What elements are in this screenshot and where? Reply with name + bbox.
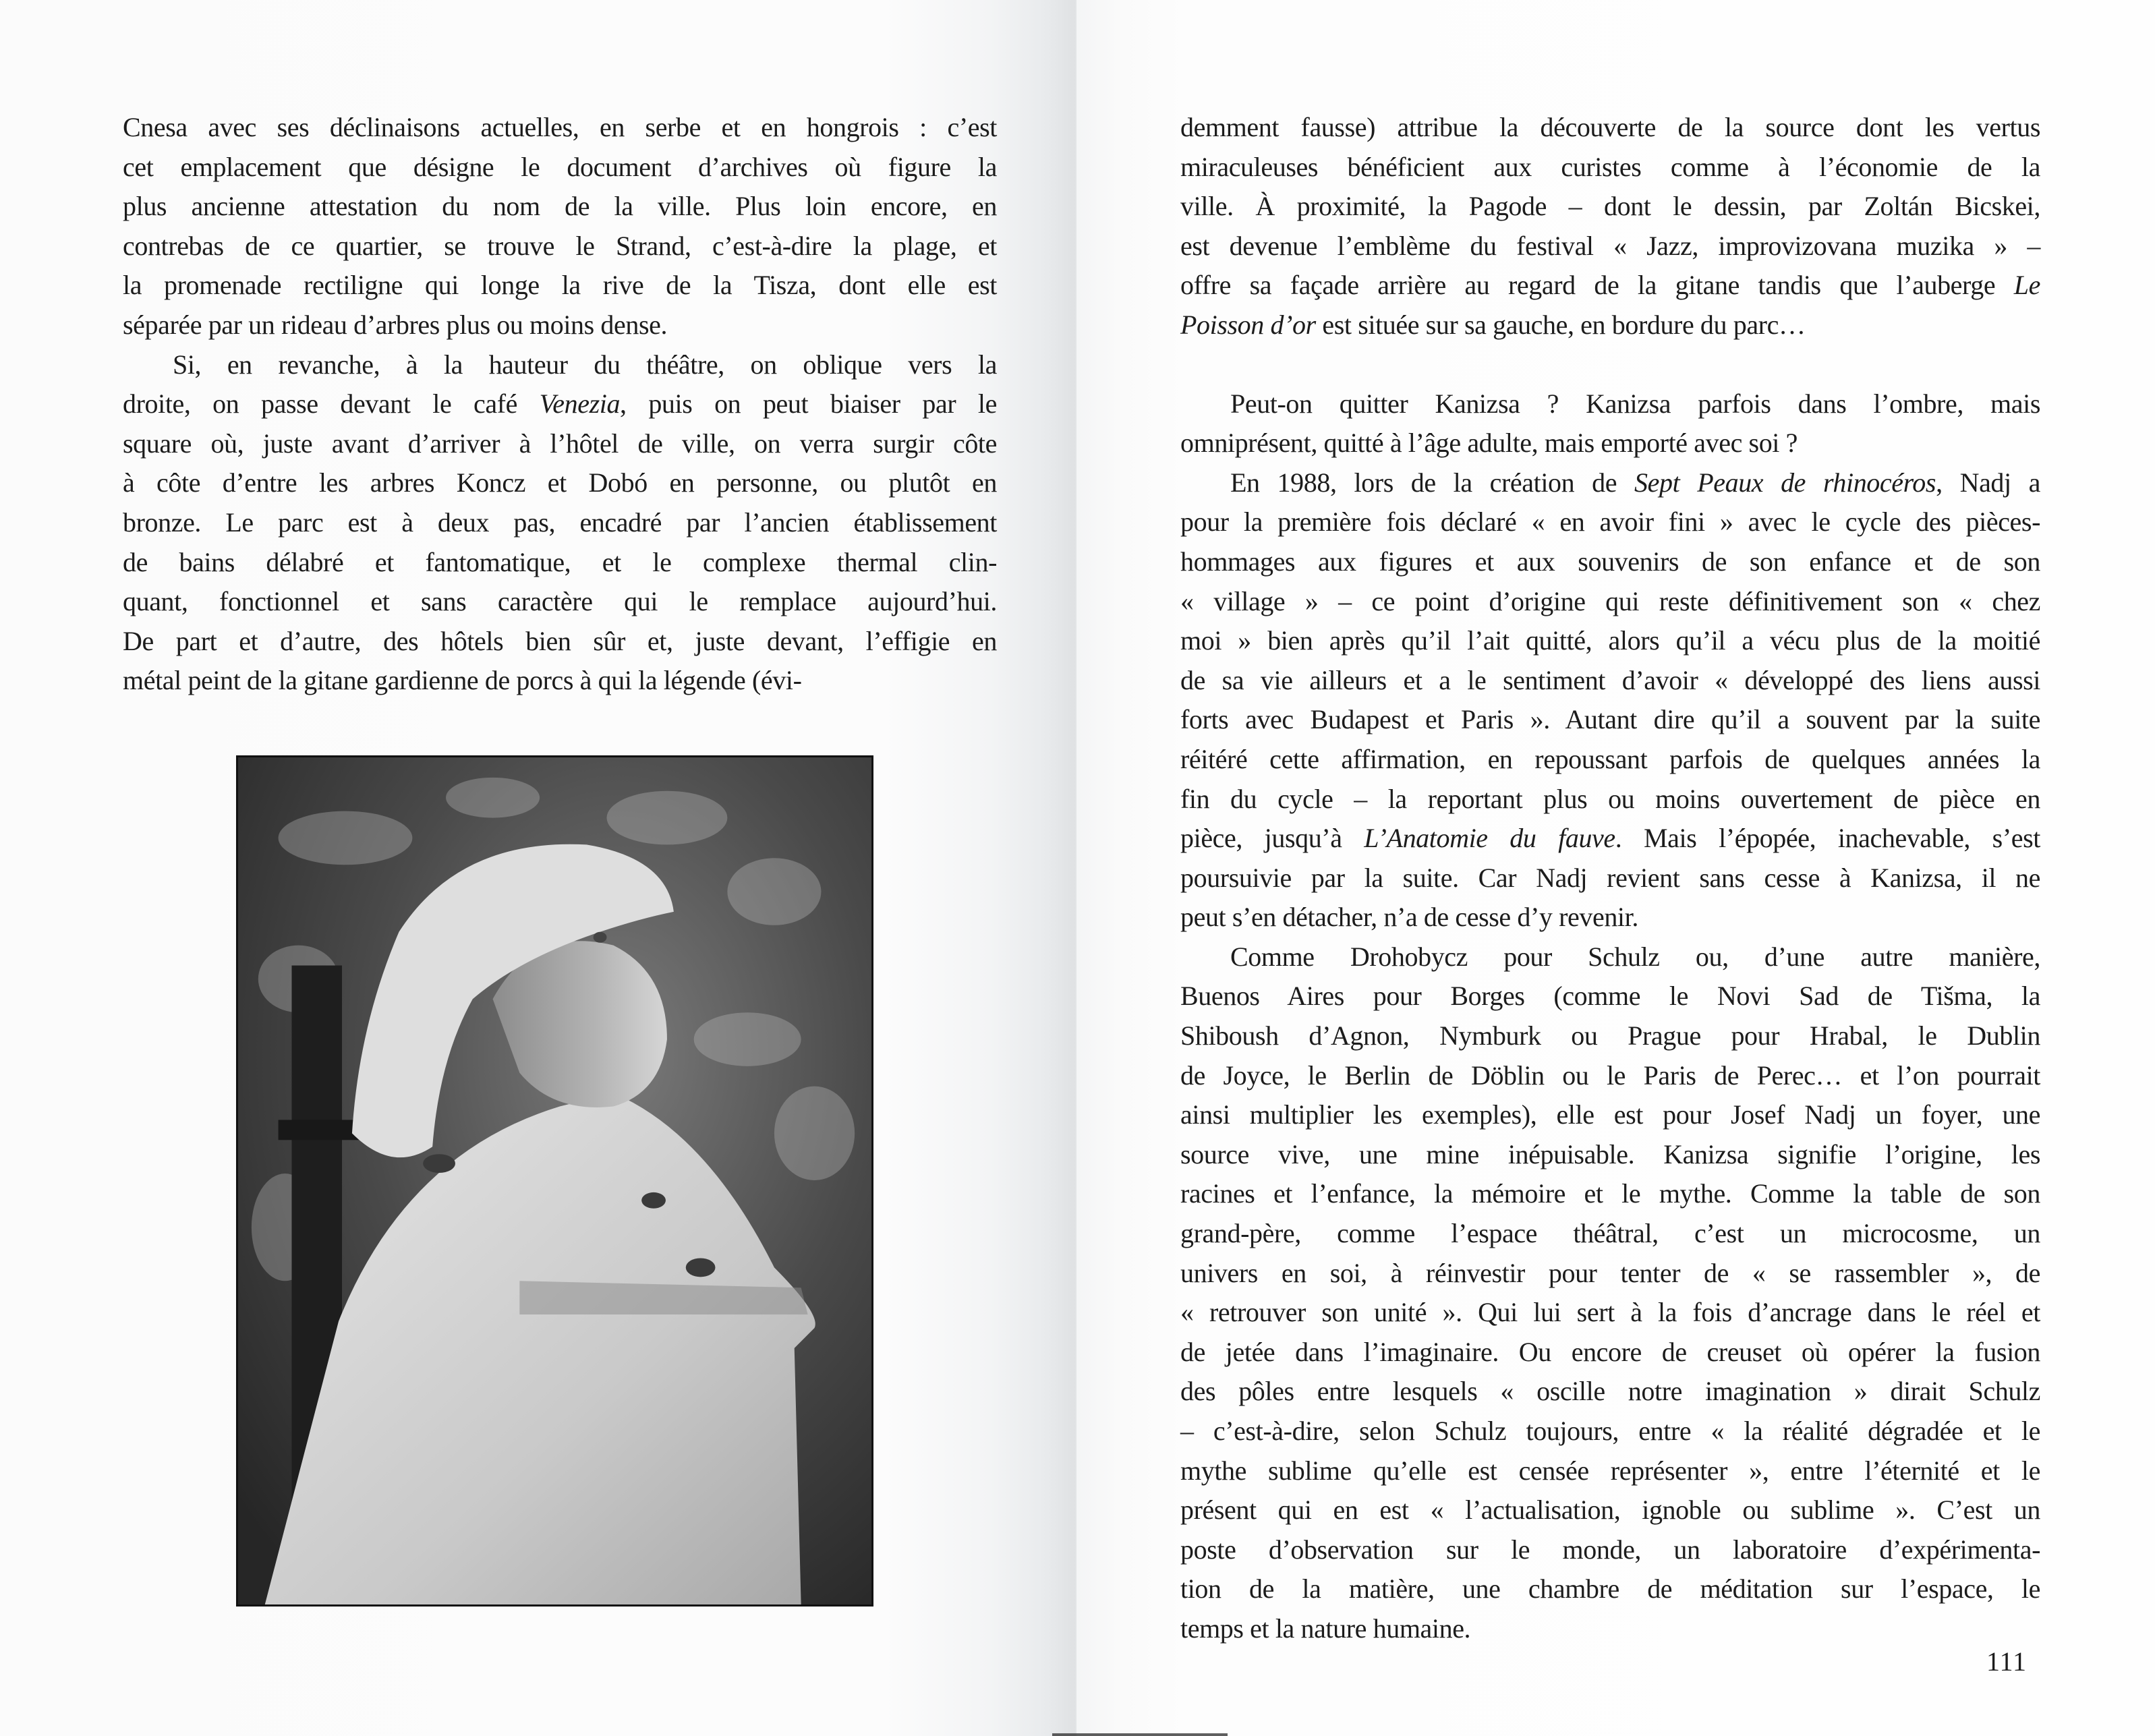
- text-line: [1180, 898, 2040, 937]
- text-line: [1180, 1056, 2040, 1096]
- text-run: réitéré cette affirmation, en repoussant parfois de quelques années la: [1180, 743, 2040, 774]
- statue-photo-image: [238, 757, 871, 1604]
- text-run: En 1988, lors de la création de: [1230, 467, 1635, 498]
- text-run: temps et la nature humaine.: [1180, 1613, 1471, 1644]
- text-line: [123, 384, 997, 424]
- text-run: demment fausse) attribue la découverte de la source dont les vertus: [1180, 112, 2040, 142]
- text-line: [123, 187, 997, 227]
- text-line: [123, 622, 997, 662]
- italic-title: Venezia: [539, 388, 621, 419]
- text-line: [1180, 621, 2040, 661]
- text-run: séparée par un rideau d’arbres plus ou moins dense.: [123, 309, 668, 340]
- text-line: [1180, 1135, 2040, 1175]
- text-line: [123, 503, 997, 543]
- text-line: [1180, 1333, 2040, 1372]
- text-run: ville. À proximité, la Pagode – dont le dessin, par Zoltán Bicskei,: [1180, 191, 2040, 222]
- text-line: [1180, 1609, 2040, 1649]
- text-run: racines et l’enfance, la mémoire et le mythe. Comme la table de son: [1180, 1178, 2040, 1209]
- left-page: [0, 0, 1076, 1736]
- text-line: [1180, 542, 2040, 582]
- italic-title: L’Anatomie du fauve: [1364, 823, 1615, 854]
- text-run: à côte d’entre les arbres Koncz et Dobó en personne, ou plutôt en: [123, 467, 997, 498]
- text-run: pour la première fois déclaré « en avoir fini » avec le cycle des pièces-: [1180, 507, 2040, 538]
- text-line: [1180, 1174, 2040, 1214]
- text-run: , puis on peut biaiser par le: [620, 388, 997, 419]
- text-line: [123, 148, 997, 187]
- text-line: [1180, 740, 2040, 780]
- text-run: droite, on passe devant le café: [123, 388, 540, 419]
- text-line: [1180, 1293, 2040, 1333]
- text-line: [123, 266, 997, 306]
- text-run: moi » bien après qu’il l’ait quitté, alors qu’il a vécu plus de la moitié: [1180, 625, 2040, 656]
- paragraph: [1180, 108, 2040, 345]
- text-run: plus ancienne attestation du nom de la ville. Plus loin encore, en: [123, 191, 997, 222]
- text-line: [1180, 1214, 2040, 1254]
- text-run: , Nadj a: [1936, 467, 2041, 498]
- text-run: de Joyce, le Berlin de Döblin ou le Paris de Perec… et l’on pourrait: [1180, 1060, 2040, 1091]
- text-line: [123, 661, 997, 701]
- paragraph: [1180, 384, 2040, 463]
- text-line: [1180, 661, 2040, 701]
- text-line: [1180, 1491, 2040, 1530]
- text-line: [1180, 424, 2040, 463]
- text-run: miraculeuses bénéficient aux curistes comme à l’économie de la: [1180, 151, 2040, 182]
- text-line: [1180, 1569, 2040, 1609]
- text-run: peut s’en détacher, n’a de cesse d’y revenir.: [1180, 902, 1638, 933]
- text-run: hommages aux figures et aux souvenirs de son enfance et de son: [1180, 546, 2040, 577]
- right-page: [1076, 0, 2155, 1736]
- text-run: bronze. Le parc est à deux pas, encadré par l’ancien établissement: [123, 507, 997, 538]
- text-line: [1180, 700, 2040, 740]
- page-bottom-edge: [1052, 1733, 1228, 1736]
- text-run: est devenue l’emblème du festival « Jazz, improvizovana muzika » –: [1180, 230, 2040, 261]
- text-run: univers en soi, à réinvestir pour tenter de « se rassembler », de: [1180, 1257, 2040, 1288]
- text-run: de sa vie ailleurs et a le sentiment d’avoir « développé des liens aussi: [1180, 664, 2040, 695]
- text-line: [123, 306, 997, 345]
- text-line: [1180, 384, 2040, 424]
- text-run: de bains délabré et fantomatique, et le complexe thermal clin-: [123, 546, 997, 577]
- text-run: « retrouver son unité ». Qui lui sert à la fois d’ancrage dans le réel et: [1180, 1297, 2040, 1328]
- text-run: mythe sublime qu’elle est censée représenter », entre l’éternité et le: [1180, 1455, 2040, 1486]
- text-line: [1180, 266, 2040, 306]
- text-line: [1180, 1372, 2040, 1412]
- text-run: Peut-on quitter Kanizsa ? Kanizsa parfois dans l’ombre, mais: [1230, 388, 2040, 419]
- text-run: Shiboush d’Agnon, Nymburk ou Prague pour Hrabal, le Dublin: [1180, 1020, 2040, 1051]
- paragraph: [123, 108, 997, 345]
- text-line: [1180, 108, 2040, 148]
- text-line: [1180, 859, 2040, 898]
- text-run: cet emplacement que désigne le document d’archives où figure la: [123, 151, 997, 182]
- text-line: [1180, 1412, 2040, 1451]
- text-run: forts avec Budapest et Paris ». Autant dire qu’il a souvent par la suite: [1180, 704, 2040, 735]
- text-run: métal peint de la gitane gardienne de porcs à qui la légende (évi-: [123, 665, 802, 696]
- text-run: ainsi multiplier les exemples), elle est pour Josef Nadj un foyer, une: [1180, 1099, 2040, 1130]
- text-line: [1180, 463, 2040, 503]
- text-line: [1180, 187, 2040, 227]
- paragraph: [1180, 937, 2040, 1649]
- text-line: [123, 227, 997, 266]
- text-run: square où, juste avant d’arriver à l’hôtel de ville, on verra surgir côte: [123, 428, 997, 459]
- text-line: [123, 463, 997, 503]
- text-line: [1180, 148, 2040, 187]
- text-line: [1180, 1095, 2040, 1135]
- text-run: source vive, une mine inépuisable. Kanizsa signifie l’origine, les: [1180, 1138, 2040, 1169]
- book-gutter: [1075, 0, 1076, 1736]
- text-line: [1180, 502, 2040, 542]
- text-run: poursuivie par la suite. Car Nadj revient sans cesse à Kanizsa, il ne: [1180, 862, 2040, 893]
- text-line: [1180, 819, 2040, 859]
- text-line: [1180, 1451, 2040, 1491]
- text-run: des pôles entre lesquels « oscille notre imagination » dirait Schulz: [1180, 1376, 2040, 1407]
- text-run: la promenade rectiligne qui longe la rive de la Tisza, dont elle est: [123, 270, 997, 301]
- page-number: 111: [1986, 1646, 2028, 1677]
- statue-photograph: [236, 755, 873, 1607]
- text-run: tion de la matière, une chambre de méditation sur l’espace, le: [1180, 1573, 2040, 1604]
- text-line: [1180, 780, 2040, 819]
- paragraph: [123, 345, 997, 701]
- text-run: . Mais l’épopée, inachevable, s’est: [1615, 823, 2040, 854]
- text-line: [1180, 306, 2040, 345]
- text-line: [1180, 977, 2040, 1016]
- text-run: poste d’observation sur le monde, un laboratoire d’expérimenta-: [1180, 1534, 2040, 1565]
- text-run: Si, en revanche, à la hauteur du théâtre, on oblique vers la: [173, 349, 997, 380]
- text-line: [123, 582, 997, 622]
- text-line: [1180, 1016, 2040, 1056]
- text-run: grand-père, comme l’espace théâtral, c’est un microcosme, un: [1180, 1218, 2040, 1249]
- text-run: pièce, jusqu’à: [1180, 823, 1364, 854]
- text-run: – c’est-à-dire, selon Schulz toujours, entre « la réalité dégradée et le: [1180, 1416, 2040, 1446]
- text-run: omniprésent, quitté à l’âge adulte, mais emporté avec soi ?: [1180, 428, 1798, 459]
- text-run: offre sa façade arrière au regard de la gitane tandis que l’auberge: [1180, 270, 2014, 301]
- right-page-text: [1180, 108, 2040, 1649]
- italic-title: Sept Peaux de rhinocéros: [1634, 467, 1936, 498]
- text-line: [1180, 227, 2040, 266]
- text-line: [1180, 1530, 2040, 1570]
- text-run: présent qui en est « l’actualisation, ignoble ou sublime ». C’est un: [1180, 1495, 2040, 1526]
- text-line: [123, 108, 997, 148]
- text-run: Cnesa avec ses déclinaisons actuelles, en serbe et en hongrois : c’est: [123, 112, 997, 142]
- text-line: [1180, 1254, 2040, 1294]
- paragraph: [1180, 463, 2040, 937]
- text-run: quant, fonctionnel et sans caractère qui le remplace aujourd’hui.: [123, 586, 997, 617]
- italic-title: Poisson d’or: [1180, 309, 1316, 340]
- text-line: [1180, 937, 2040, 977]
- text-line: [123, 345, 997, 385]
- text-run: fin du cycle – la reportant plus ou moins ouvertement de pièce en: [1180, 783, 2040, 814]
- text-run: de jetée dans l’imaginaire. Ou encore de creuset où opérer la fusion: [1180, 1336, 2040, 1367]
- text-run: Comme Drohobycz pour Schulz ou, d’une autre manière,: [1230, 941, 2040, 972]
- text-run: De part et d’autre, des hôtels bien sûr et, juste devant, l’effigie en: [123, 625, 997, 656]
- italic-title: Le: [2013, 270, 2040, 301]
- left-page-text: [123, 108, 997, 701]
- text-run: « village » – ce point d’origine qui reste définitivement son « chez: [1180, 585, 2040, 616]
- text-line: [1180, 582, 2040, 622]
- text-run: Buenos Aires pour Borges (comme le Novi Sad de Tišma, la: [1180, 981, 2040, 1012]
- text-line: [123, 543, 997, 583]
- text-line: [123, 424, 997, 464]
- text-run: est située sur sa gauche, en bordure du parc…: [1315, 309, 1806, 340]
- text-run: contrebas de ce quartier, se trouve le Strand, c’est-à-dire la plage, et: [123, 230, 997, 261]
